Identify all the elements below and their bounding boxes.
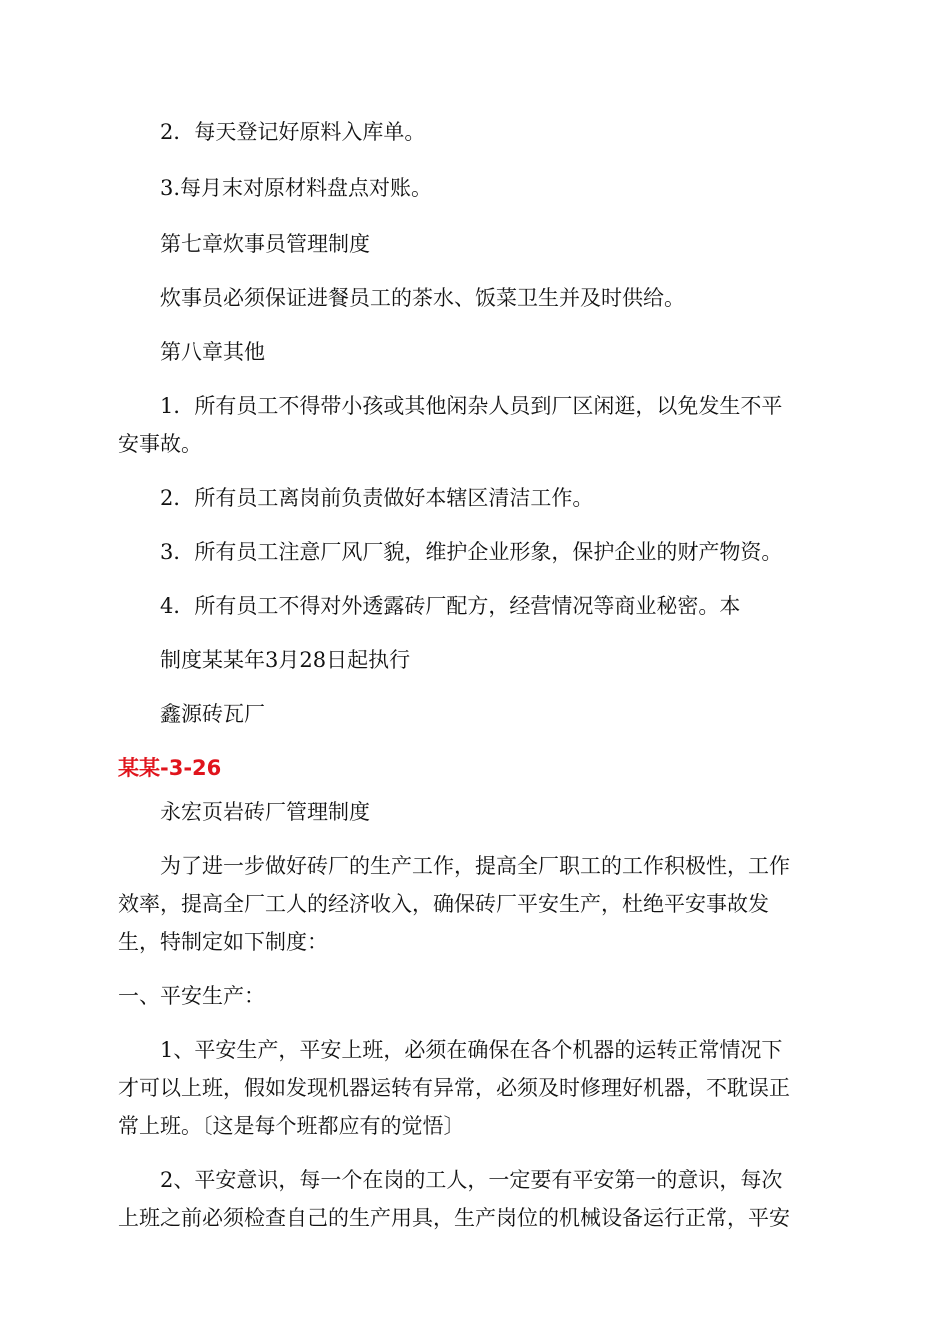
paragraph-raw-material-log: 2．每天登记好原料入库单。	[160, 120, 426, 144]
paragraph-monthly-inventory: 3.每月末对原材料盘点对账。	[160, 176, 433, 200]
date-heading-red: 某某-3-26	[118, 756, 222, 780]
rule-item-4: 4．所有员工不得对外透露砖厂配方，经营情况等商业秘密。本	[160, 594, 741, 618]
rule-item-1-line-2: 安事故。	[118, 432, 202, 456]
intro-line-3: 生，特制定如下制度：	[118, 930, 328, 954]
safety-item-1-line-3: 常上班。〔这是每个班都应有的觉悟〕	[118, 1114, 465, 1138]
chapter-eight-heading: 第八章其他	[160, 340, 265, 364]
safety-item-2-line-2: 上班之前必须检查自己的生产用具，生产岗位的机械设备运行正常，平安	[118, 1206, 790, 1230]
factory-signature: 鑫源砖瓦厂	[160, 702, 265, 726]
intro-line-1: 为了进一步做好砖厂的生产工作，提高全厂职工的工作积极性，工作	[160, 854, 790, 878]
document-title: 永宏页岩砖厂管理制度	[160, 800, 370, 824]
effective-date-line: 制度某某年3月28日起执行	[160, 648, 411, 672]
intro-line-2: 效率，提高全厂工人的经济收入，确保砖厂平安生产，杜绝平安事故发	[118, 892, 769, 916]
paragraph-cook-duty: 炊事员必须保证进餐员工的茶水、饭菜卫生并及时供给。	[160, 286, 685, 310]
rule-item-3: 3．所有员工注意厂风厂貌，维护企业形象，保护企业的财产物资。	[160, 540, 783, 564]
section-one-heading: 一、平安生产：	[118, 984, 265, 1008]
safety-item-2-line-1: 2、平安意识，每一个在岗的工人，一定要有平安第一的意识，每次	[160, 1168, 783, 1192]
rule-item-2: 2．所有员工离岗前负责做好本辖区清洁工作。	[160, 486, 594, 510]
safety-item-1-line-2: 才可以上班，假如发现机器运转有异常，必须及时修理好机器，不耽误正	[118, 1076, 790, 1100]
chapter-seven-heading: 第七章炊事员管理制度	[160, 232, 370, 256]
rule-item-1-line-1: 1．所有员工不得带小孩或其他闲杂人员到厂区闲逛，以免发生不平	[160, 394, 783, 418]
safety-item-1-line-1: 1、平安生产，平安上班，必须在确保在各个机器的运转正常情况下	[160, 1038, 783, 1062]
